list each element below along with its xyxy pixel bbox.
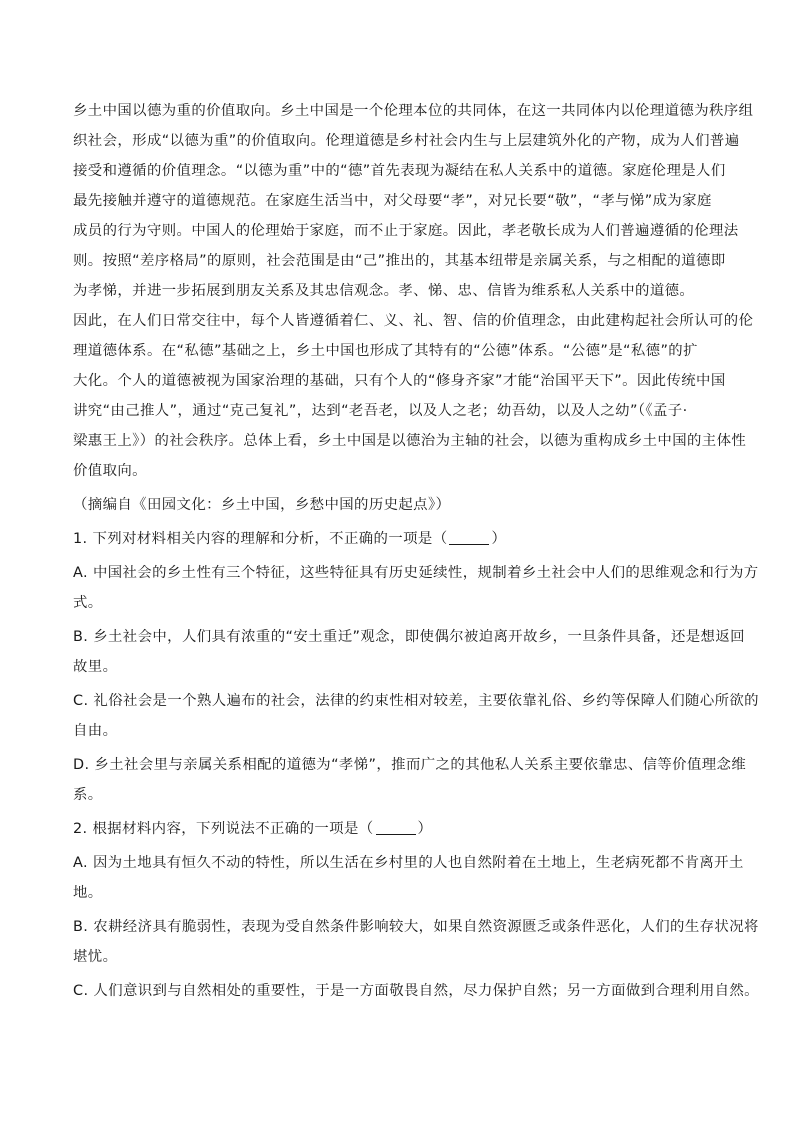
option-line: 式。: [73, 595, 103, 611]
question-stem: [73, 814, 721, 844]
document-page: [73, 96, 759, 1006]
option-line: D. 乡土社会里与亲属关系相配的道德为“孝悌”，推而广之的其他私人关系主要依靠忠、信等价值理念维: [73, 757, 747, 773]
text-line: 则。按照“差序格局”的原则，社会范围是由“己”推出的，其基本纽带是亲属关系，与之相配的道德即: [73, 253, 726, 269]
option-line: B. 乡土社会中，人们具有浓重的“安土重迁”观念，即使偶尔被迫离开故乡，一旦条件具备，还是想返回: [73, 629, 745, 645]
passage-paragraph-1: [73, 96, 754, 306]
question-stem: [73, 524, 721, 554]
option-line: 系。: [73, 787, 103, 803]
question-1: [73, 524, 759, 810]
option-a: [73, 558, 759, 618]
question-stem-text: 1. 下列对材料相关内容的理解和分析，不正确的一项是（: [73, 531, 448, 547]
text-line: 为孝悌，并进一步拓展到朋友关系及其忠信观念。孝、悌、忠、信皆为维系私人关系中的道德。: [73, 283, 695, 299]
option-line: 堪忧。: [73, 949, 118, 965]
option-line: A. 因为土地具有恒久不动的特性，所以生活在乡村里的人也自然附着在土地上，生老病死都不肯离开土: [73, 855, 744, 871]
text-line: 理道德体系。在“私德”基础之上，乡土中国也形成了其特有的“公德”体系。“公德”是“私德”的扩: [73, 343, 698, 359]
option-line: C. 人们意识到与自然相处的重要性，于是一方面敬畏自然，尽力保护自然；另一方面做到合理利用自然。: [73, 983, 759, 999]
option-c: [73, 686, 759, 746]
option-a: [73, 848, 744, 908]
question-stem-text: 2. 根据材料内容，下列说法不正确的一项是（: [73, 821, 374, 837]
option-line: C. 礼俗社会是一个熟人遍布的社会，法律的约束性相对较差，主要依靠礼俗、乡约等保障人们随心所欲的: [73, 693, 759, 709]
option-line: B. 农耕经济具有脆弱性，表现为受自然条件影响较大，如果自然资源匮乏或条件恶化，人们的生存状况将: [73, 919, 759, 935]
option-b: [73, 622, 745, 682]
answer-blank[interactable]: [449, 530, 489, 545]
option-b: [73, 912, 759, 972]
question-2: [73, 814, 759, 1006]
question-stem-close: ）: [417, 821, 433, 837]
text-line: 讲究“由己推人”，通过“克己复礼”，达到“老吾老，以及人之老；幼吾幼，以及人之幼”（《孟子·: [73, 403, 688, 419]
text-line: 梁惠王上》）的社会秩序。总体上看，乡土中国是以德治为主轴的社会，以德为重构成乡土中国的主体性: [73, 433, 747, 449]
text-line: 大化。个人的道德被视为国家治理的基础，只有个人的“修身齐家”才能“治国平天下”。因此传统中国: [73, 373, 726, 389]
text-line: 价值取向。: [73, 463, 147, 479]
answer-blank[interactable]: [376, 820, 416, 835]
text-line: 接受和遵循的价值理念。“以德为重”中的“德”首先表现为凝结在私人关系中的道德。家庭伦理是人们: [73, 163, 726, 179]
text-line: 因此，在人们日常交往中，每个人皆遵循着仁、义、礼、智、信的价值理念，由此建构起社会所认可的伦: [73, 313, 754, 329]
option-line: 地。: [73, 885, 103, 901]
text-line: 最先接触并遵守的道德规范。在家庭生活当中，对父母要“孝”，对兄长要“敬”，“孝与悌”成为家庭: [73, 193, 712, 209]
option-line: 故里。: [73, 659, 118, 675]
option-d: [73, 750, 747, 810]
text-line: 织社会，形成“以德为重”的价值取向。伦理道德是乡村社会内生与上层建筑外化的产物，成为人们普遍: [73, 133, 740, 149]
question-stem-close: ）: [491, 531, 507, 547]
option-c: [73, 976, 759, 1006]
text-line: 乡土中国以德为重的价值取向。乡土中国是一个伦理本位的共同体，在这一共同体内以伦理道德为秩序组: [73, 103, 754, 119]
text-line: 成员的行为守则。中国人的伦理始于家庭，而不止于家庭。因此，孝老敬长成为人们普遍遵循的伦理法: [73, 223, 739, 239]
option-line: 自由。: [73, 723, 118, 739]
source-citation: （摘编自《田园文化：乡土中国，乡愁中国的历史起点》）: [73, 497, 451, 513]
passage-paragraph-2: [73, 306, 754, 486]
option-line: A. 中国社会的乡土性有三个特征，这些特征具有历史延续性，规制着乡土社会中人们的思维观念和行为方: [73, 565, 759, 581]
